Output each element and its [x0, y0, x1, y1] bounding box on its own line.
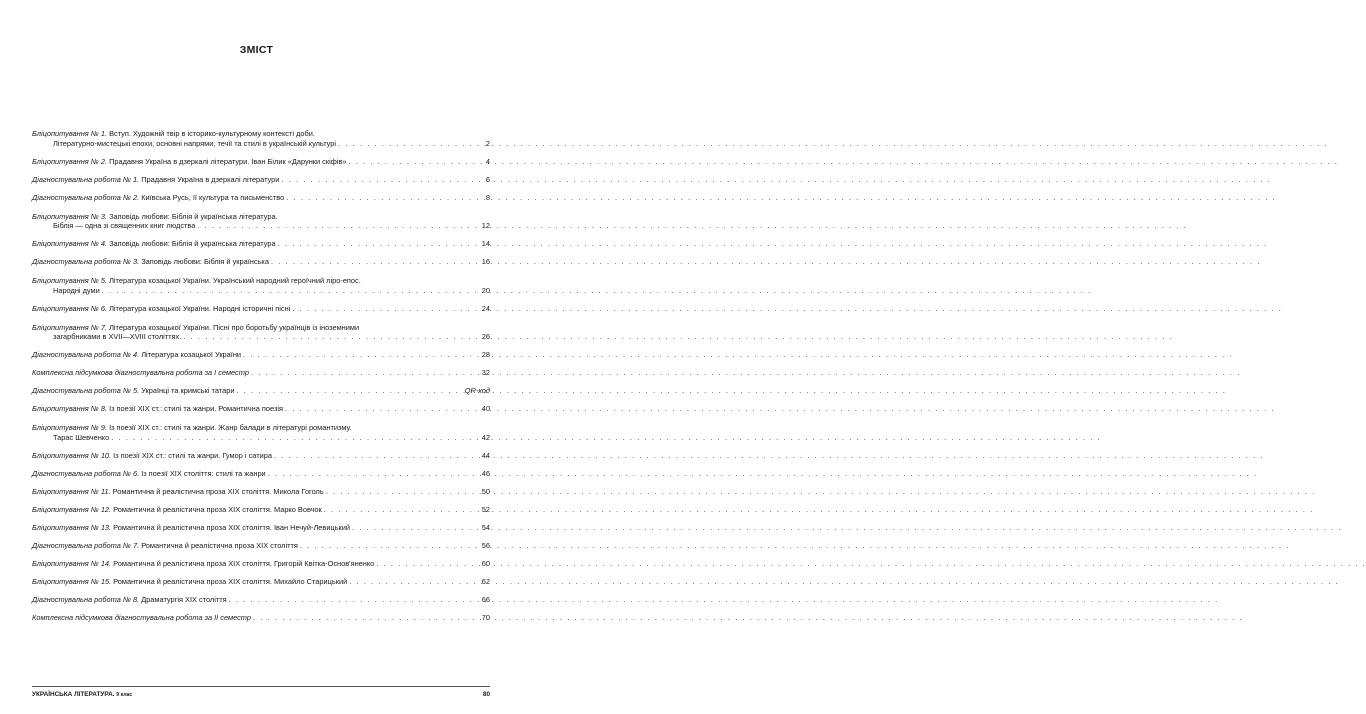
toc-entry-line: [32, 304, 490, 314]
toc-entry-text: [32, 469, 266, 479]
toc-entry-line: [32, 323, 490, 333]
toc-leader-dots: [376, 559, 479, 569]
toc-entry-text: [32, 423, 352, 433]
toc-entry: [32, 129, 490, 148]
toc-entry-title: Прадавня Україна в дзеркалі літератури: [141, 174, 280, 184]
toc-entry-label: Діагностувальна робота № 1.: [32, 174, 140, 184]
toc-entry: [32, 423, 490, 442]
toc-entry-title: Романтична й реалістична проза XIX століття. Михайло Старицький: [113, 576, 348, 586]
toc-page-number: 16: [481, 257, 490, 267]
toc-entry-title: Література козацької України. Український народний героїчний ліро-епос.: [109, 276, 361, 286]
toc-entry-title: Романтична й реалістична проза XIX століття. Марко Вовчок: [113, 504, 322, 514]
toc-entry-line: [32, 332, 490, 342]
toc-entry: [32, 613, 490, 623]
toc-entry-line: [32, 451, 490, 461]
toc-entry-title: Із поезії XIX ст.: стилі та жанри. Романтична поезія: [109, 404, 283, 414]
toc-entry-title: Романтична й реалістична проза XIX століття. Іван Нечуй-Левицький: [113, 522, 351, 532]
toc-entry-label: Бліцопитування № 6.: [32, 303, 107, 313]
toc-entry-text: [53, 286, 100, 296]
toc-entry-line: [32, 613, 490, 623]
footer-grade: 9 клас: [116, 692, 133, 698]
toc-entry-line: [32, 577, 490, 587]
toc-leader-dots: [183, 332, 479, 342]
toc-entry-text: [32, 541, 298, 551]
toc-page-number: 42: [481, 432, 490, 442]
toc-entry-label: Бліцопитування № 10.: [32, 450, 112, 460]
toc-entry: [32, 212, 490, 231]
toc-entry-line: [32, 423, 490, 433]
toc-entry: [32, 541, 490, 551]
toc-entry: [32, 368, 490, 378]
toc-entry: [32, 239, 490, 249]
toc-entry: [32, 523, 490, 533]
toc-entry-text: [53, 221, 195, 231]
toc-entry-text: [32, 193, 284, 203]
toc-entry-title: Заповідь любови: Біблія й українська література: [109, 239, 276, 249]
toc-entry-line: [32, 368, 490, 378]
toc-entry-line: [32, 129, 490, 139]
toc-page-number: 24: [481, 303, 490, 313]
toc-page-number: 54: [481, 522, 490, 532]
toc-entry-text: [32, 451, 272, 461]
toc-entry-label: Бліцопитування № 9.: [32, 423, 107, 433]
toc-entry-label: Діагностувальна робота № 4.: [32, 350, 140, 360]
toc-entry-text: [32, 613, 251, 623]
toc-page-number: 40: [481, 404, 490, 414]
toc-entry: [32, 559, 490, 569]
toc-entry-label: Діагностувальна робота № 2.: [32, 192, 140, 202]
toc-entry-text: [32, 559, 374, 569]
toc-entry: [32, 505, 490, 515]
toc-page-number: 50: [481, 486, 490, 496]
toc-leader-dots: [285, 404, 480, 414]
toc-entry-line: [32, 157, 490, 167]
footer-page-number: 80: [482, 691, 490, 698]
toc-leader-dots: [111, 433, 480, 443]
toc-entry-text: [32, 350, 241, 360]
toc-leader-dots: [197, 221, 479, 231]
toc-entry-text: [32, 368, 249, 378]
toc-entry-line: [32, 404, 490, 414]
toc-entry-label: Бліцопитування № 8.: [32, 404, 107, 414]
page-footer: [32, 686, 490, 698]
toc-entry-label: Діагностувальна робота № 6.: [32, 468, 140, 478]
toc-entry-label: Бліцопитування № 12.: [32, 504, 112, 514]
toc-entry: [32, 577, 490, 587]
toc-entry-text: [32, 175, 279, 185]
toc-entry-text: [32, 577, 347, 587]
toc-entry-line: [32, 487, 490, 497]
toc-entry-title: Тарас Шевченко: [53, 432, 110, 442]
toc-entry-label: Бліцопитування № 5.: [32, 276, 107, 286]
toc-entry-title: Література козацької України. Народні історичні пісні: [109, 303, 291, 313]
toc-entry-label: Бліцопитування № 7.: [32, 322, 107, 332]
toc-entry-line: [32, 139, 490, 149]
toc-entry-title: Романтична й реалістична проза XIX століття: [141, 540, 298, 550]
toc-entry-text: [32, 304, 290, 314]
toc-page-number: 60: [481, 558, 490, 568]
toc-leader-dots: [102, 286, 480, 296]
toc-entry: [32, 157, 490, 167]
toc-entry-title: Прадавня Україна в дзеркалі літератури. Іван Білик «Дарунки скіфів»: [109, 156, 347, 166]
toc-leader-dots: [352, 523, 480, 533]
toc-entry-line: [32, 239, 490, 249]
toc-entry-line: [32, 523, 490, 533]
toc-entry-title: Романтична й реалістична проза XIX століття. Григорій Квітка-Основ'яненко: [113, 558, 375, 568]
toc-entry-title: Вступ. Художній твір в історико-культурному контексті доби.: [109, 129, 315, 138]
toc-entry-text: [32, 595, 227, 605]
toc-leader-dots: [274, 451, 480, 461]
toc-entry-line: [32, 193, 490, 203]
page-title: ЗМІСТ: [239, 44, 274, 56]
toc-entry: [32, 323, 490, 342]
toc-entry-line: [32, 276, 490, 286]
toc-entry: [32, 404, 490, 414]
toc-entry: [32, 451, 490, 461]
toc-entry: [32, 469, 490, 479]
toc-page-number: 44: [481, 450, 490, 460]
toc-entry: [32, 175, 490, 185]
toc-entry-line: [32, 257, 490, 267]
toc-leader-dots: [349, 157, 480, 167]
toc-entry-label: Бліцопитування № 11.: [32, 486, 111, 496]
toc-entry-line: [32, 559, 490, 569]
toc-entry-text: [32, 523, 350, 533]
toc-entry-title: Романтична й реалістична проза XIX століття. Микола Гоголь: [112, 486, 324, 496]
toc-entry: [32, 595, 490, 605]
toc-page-number: 14: [481, 239, 490, 249]
toc-entry-line: [32, 286, 490, 296]
toc-entry-text: [32, 276, 361, 286]
toc-entry-title: Народні думи: [53, 285, 100, 295]
toc-page-number: 56: [481, 540, 490, 550]
toc-leader-dots: [268, 469, 480, 479]
toc-entry-label: Діагностувальна робота № 8.: [32, 594, 140, 604]
toc-entry-text: [32, 239, 276, 249]
toc-page-number: 66: [481, 594, 490, 604]
toc-entry: [32, 350, 490, 360]
toc-leader-dots: [292, 304, 479, 314]
toc-page-number: 46: [481, 468, 490, 478]
toc-entry-title: Заповідь любови: Біблія й українська література.: [109, 211, 278, 221]
toc-entry-line: [32, 541, 490, 551]
toc-entry-label: Бліцопитування № 4.: [32, 239, 107, 249]
toc-leader-dots: [349, 577, 480, 587]
toc-entry-title: Заповідь любови: Біблія й українська: [141, 257, 269, 267]
toc-entry-label: Комплексна підсумкова діагностувальна робота за І семестр: [32, 368, 249, 378]
toc-entry: [32, 193, 490, 203]
toc-entry-title: Із поезії XIX століття: стилі та жанри: [141, 468, 266, 478]
toc-leader-dots: [281, 175, 480, 185]
toc-entry-title: Із поезії XIX ст.: стилі та жанри. Жанр балади в літературі романтизму.: [109, 423, 352, 433]
toc-entry: [32, 386, 490, 396]
toc-leader-dots: [229, 595, 480, 605]
toc-leader-dots: [338, 139, 480, 149]
toc-entry-text: [32, 129, 315, 139]
toc-leader-dots: [286, 193, 480, 203]
toc-page-number: 52: [481, 504, 490, 514]
toc-entry-text: [53, 139, 336, 149]
toc-entry-text: [32, 505, 322, 515]
toc-entry: [32, 487, 490, 497]
toc-entry-text: [32, 404, 283, 414]
toc-entry-label: Комплексна підсумкова діагностувальна робота за ІІ семестр: [32, 612, 251, 622]
toc-entry-line: [32, 350, 490, 360]
toc-page-number: 8: [485, 192, 490, 202]
toc-page-number: 26: [481, 332, 490, 342]
toc-entry-label: Бліцопитування № 2.: [32, 156, 107, 166]
toc-entry-label: Діагностувальна робота № 5.: [32, 386, 140, 396]
toc-entry-line: [32, 221, 490, 231]
toc-entry-title: Із поезії XIX ст.: стилі та жанри. Гумор і сатира: [113, 450, 272, 460]
toc-entry-label: Бліцопитування № 3.: [32, 211, 107, 221]
toc-entry-line: [32, 505, 490, 515]
toc-entry-title: Література козацької України: [141, 350, 242, 360]
toc-entry-text: [53, 332, 181, 342]
toc-entry-text: [32, 487, 324, 497]
toc-entry-label: Діагностувальна робота № 3.: [32, 257, 140, 267]
table-of-contents: [32, 129, 490, 622]
toc-page-number: 20: [481, 285, 490, 295]
toc-entry-text: [32, 323, 359, 333]
toc-page-number: 4: [485, 156, 490, 166]
toc-entry-line: [32, 595, 490, 605]
toc-entry-text: [32, 157, 347, 167]
toc-entry-title: Київська Русь, її культура та письменство: [141, 192, 285, 202]
toc-leader-dots: [236, 386, 462, 396]
toc-leader-dots: [324, 505, 480, 515]
toc-entry-title: Драматургія XIX століття: [141, 594, 227, 604]
toc-entry: [32, 276, 490, 295]
toc-entry-label: Бліцопитування № 1.: [32, 129, 107, 138]
toc-page-number: 2: [485, 138, 490, 148]
toc-entry-label: Бліцопитування № 14.: [32, 558, 112, 568]
toc-leader-dots: [251, 368, 480, 378]
toc-entry-title: загарбниками в XVII—XVIII століттях.: [53, 332, 182, 342]
toc-entry: [32, 304, 490, 314]
toc-page-number: 6: [485, 174, 490, 184]
toc-entry-title: Літературно-мистецькі епохи, основні напрями, течії та стилі в українській культурі: [53, 138, 337, 148]
toc-entry-line: [32, 175, 490, 185]
toc-leader-dots: [278, 239, 480, 249]
toc-page-number: 28: [481, 350, 490, 360]
toc-entry-text: [53, 433, 109, 443]
footer-subject: УКРАЇНСЬКА ЛІТЕРАТУРА.: [32, 691, 115, 698]
toc-entry-line: [32, 469, 490, 479]
toc-page-number: 62: [481, 576, 490, 586]
toc-entry-title: Література козацької України. Пісні про боротьбу українців із іноземними: [109, 322, 360, 332]
toc-entry-title: Біблія — одна зі священних книг людства: [53, 221, 196, 231]
toc-page-number: 70: [481, 612, 490, 622]
toc-entry-label: Бліцопитування № 15.: [32, 576, 112, 586]
toc-leader-dots: [271, 257, 480, 267]
toc-entry: [32, 257, 490, 267]
toc-entry-label: Бліцопитування № 13.: [32, 522, 112, 532]
toc-entry-line: [32, 212, 490, 222]
toc-page-number: QR-код: [464, 386, 490, 396]
toc-leader-dots: [326, 487, 480, 497]
toc-page-number: 12: [481, 221, 490, 231]
toc-leader-dots: [243, 350, 480, 360]
toc-entry-text: [32, 386, 234, 396]
toc-entry-text: [32, 212, 278, 222]
toc-leader-dots: [300, 541, 480, 551]
toc-entry-label: Діагностувальна робота № 7.: [32, 540, 140, 550]
toc-entry-line: [32, 433, 490, 443]
toc-page-number: 32: [481, 368, 490, 378]
toc-entry-line: [32, 386, 490, 396]
toc-entry-title: Українці та кримські татари: [141, 386, 235, 396]
toc-entry-text: [32, 257, 269, 267]
toc-leader-dots: [253, 613, 480, 623]
footer-book-title: [32, 691, 132, 698]
